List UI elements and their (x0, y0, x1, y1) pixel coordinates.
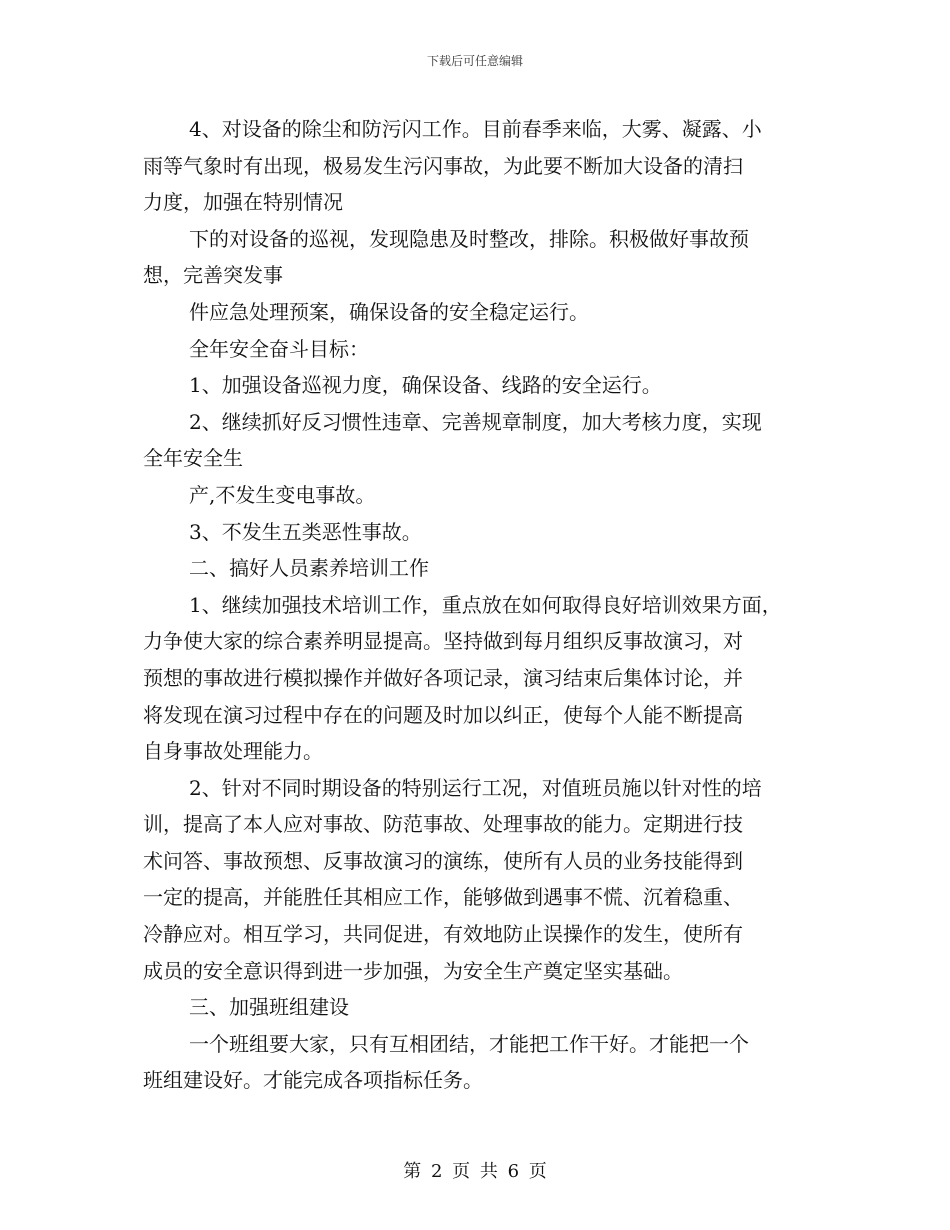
text-line: 冷静应对。相互学习，共同促进，有效地防止误操作的发生，使所有 (143, 922, 743, 947)
page-header: 下载后可任意编辑 (426, 54, 523, 68)
text-line: 力度，加强在特别情况 (143, 190, 343, 215)
text-line: 下的对设备的巡视，发现隐患及时整改，排除。积极做好事故预 (189, 226, 749, 251)
text-line: 术问答、事故预想、反事故演习的演练，使所有人员的业务技能得到 (143, 848, 743, 873)
text-line: 件应急处理预案，确保设备的安全稳定运行。 (189, 299, 589, 324)
text-line: 预想的事故进行模拟操作并做好各项记录，演习结束后集体讨论，并 (143, 665, 743, 690)
text-line: 训，提高了本人应对事故、防范事故、处理事故的能力。定期进行技 (143, 812, 743, 837)
text-line: 想，完善突发事 (143, 263, 283, 288)
text-line: 全年安全奋斗目标： (189, 336, 369, 361)
text-line: 一定的提高，并能胜任其相应工作，能够做到遇事不慌、沉着稳重、 (143, 885, 743, 910)
text-line: 成员的安全意识得到进一步加强，为安全生产奠定坚实基础。 (143, 958, 683, 983)
text-line: 将发现在演习过程中存在的问题及时加以纠正，使每个人能不断提高 (143, 702, 743, 727)
text-line: 班组建设好。才能完成各项指标任务。 (143, 1068, 483, 1093)
text-line: 1、加强设备巡视力度，确保设备、线路的安全运行。 (189, 373, 662, 398)
text-line: 4、对设备的除尘和防污闪工作。目前春季来临，大雾、凝露、小 (189, 117, 762, 141)
text-line: 三、加强班组建设 (189, 995, 349, 1020)
text-line: 雨等气象时有出现，极易发生污闪事故，为此要不断加大设备的清扫 (143, 153, 743, 178)
text-line: 3、不发生五类恶性事故。 (189, 519, 422, 544)
page-footer: 第 2 页 共 6 页 (403, 1161, 547, 1182)
text-line: 全年安全生 (143, 446, 243, 471)
text-line: 2、针对不同时期设备的特别运行工况，对值班员施以针对性的培 (189, 775, 762, 800)
text-line: 二、搞好人员素养培训工作 (189, 556, 429, 581)
text-line: 2、继续抓好反习惯性违章、完善规章制度，加大考核力度，实现 (189, 409, 762, 434)
text-line: 1、继续加强技术培训工作，重点放在如何取得良好培训效果方面， (189, 592, 782, 617)
document-body (143, 111, 823, 1099)
text-line: 力争使大家的综合素养明显提高。坚持做到每月组织反事故演习，对 (143, 629, 743, 654)
text-line: 自身事故处理能力。 (143, 739, 323, 764)
text-line: 产,不发生变电事故。 (189, 482, 376, 507)
text-line: 一个班组要大家，只有互相团结，才能把工作干好。才能把一个 (189, 1031, 749, 1056)
